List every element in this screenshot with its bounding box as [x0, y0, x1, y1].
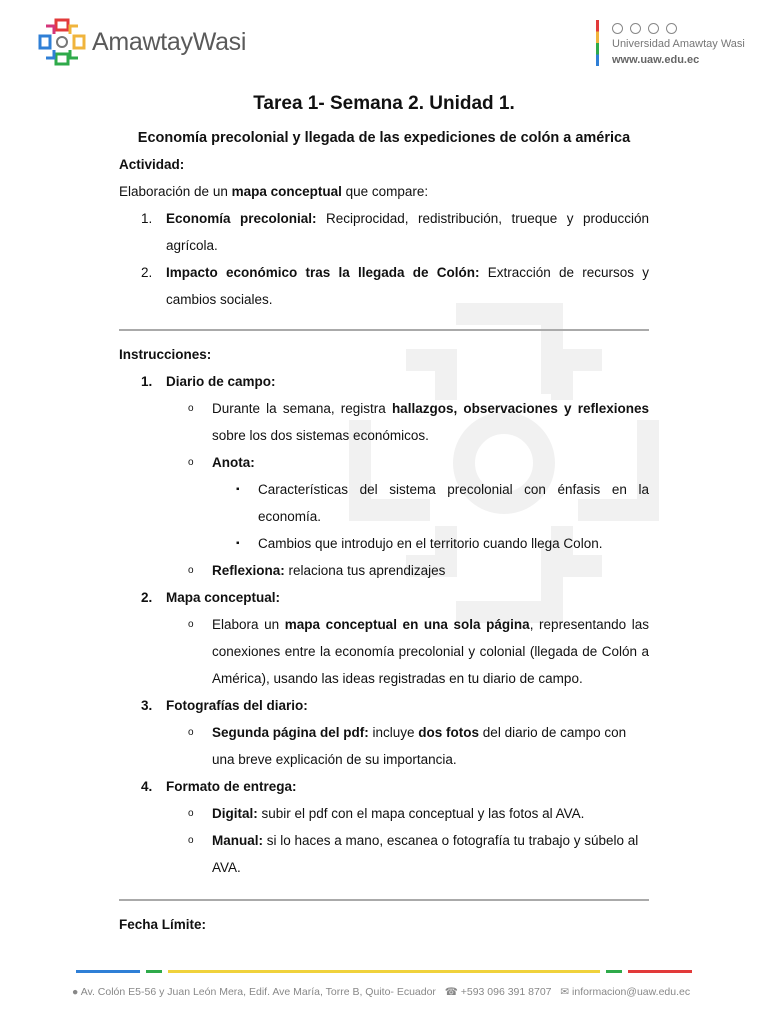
sub-item: [119, 719, 649, 773]
sub-sub-item: [119, 530, 649, 557]
sub-bold: mapa conceptual en una sola página: [284, 616, 530, 632]
fecha-limite-label: Fecha Límite:: [119, 916, 207, 932]
footer-bar: [168, 970, 600, 973]
university-name: Universidad Amawtay Wasi: [612, 38, 745, 50]
item-number: 1.: [141, 211, 153, 226]
sub-text: Durante la semana, registra: [212, 400, 392, 416]
phone-icon: ☎: [444, 986, 458, 998]
intro-bold: mapa conceptual: [231, 184, 342, 199]
footer-bar: [606, 970, 622, 973]
circle-bullet-icon: o: [188, 456, 194, 468]
section-formato-entrega: [119, 773, 649, 800]
divider: [119, 329, 649, 331]
chakana-logo-icon: [38, 18, 86, 66]
sub-sub-text: Características del sistema precolonial con énfasis en la economía.: [258, 481, 649, 524]
sub-sub-item: [119, 476, 649, 530]
sub-item: [119, 395, 649, 449]
sub-item: [119, 449, 649, 476]
actividad-item-2: [119, 259, 649, 313]
instagram-icon[interactable]: [630, 23, 641, 34]
circle-bullet-icon: o: [188, 726, 194, 738]
page-header: [0, 0, 768, 80]
circle-bullet-icon: o: [188, 402, 194, 414]
actividad-item-1: [119, 205, 649, 259]
sub-bold: Reflexiona:: [212, 562, 285, 578]
sub-item: [119, 611, 649, 692]
logo-wordmark: AmawtayWasi: [92, 28, 247, 56]
sub-item: [119, 557, 649, 584]
section-mapa-conceptual: [119, 584, 649, 611]
sub-bold: Manual:: [212, 832, 264, 848]
sub-bold: Anota:: [212, 454, 255, 470]
assignment-document: [119, 85, 649, 938]
item-text: Reciprocidad, redistribución, trueque y producción agrícola.: [166, 211, 649, 253]
section-title: Mapa conceptual:: [166, 589, 281, 605]
footer-bar: [146, 970, 162, 973]
item-number: 2.: [141, 589, 153, 605]
intro-text: Elaboración de un: [119, 184, 232, 199]
sub-text-end: del diario de campo con una breve explicación de su importancia.: [212, 724, 627, 767]
page-title: Tarea 1- Semana 2. Unidad 1.: [253, 93, 515, 114]
footer-address: Av. Colón E5-56 y Juan León Mera, Edif. Ave María, Torre B, Quito- Ecuador: [80, 986, 436, 998]
sub-text: subir el pdf con el mapa conceptual y las fotos al AVA.: [257, 805, 585, 821]
section-diario-de-campo: [119, 368, 649, 395]
sub-text: si lo haces a mano, escanea o fotografía tu trabajo y súbelo al AVA.: [212, 832, 639, 875]
facebook-icon[interactable]: [612, 23, 623, 34]
circle-bullet-icon: o: [188, 564, 194, 576]
university-contact-block: [596, 18, 756, 68]
item-number: 2.: [141, 265, 153, 280]
footer-phone: +593 096 391 8707: [460, 986, 552, 998]
footer-bar: [628, 970, 692, 973]
sub-text: Elabora un: [212, 616, 285, 632]
footer-email[interactable]: informacion@uaw.edu.ec: [572, 986, 691, 998]
instrucciones-label: Instrucciones:: [119, 346, 212, 362]
tiktok-icon[interactable]: [666, 23, 677, 34]
sub-text-end: sobre los dos sistemas económicos.: [212, 427, 429, 443]
sub-bold: hallazgos, observaciones y reflexiones: [391, 400, 649, 416]
location-pin-icon: ●: [72, 986, 79, 998]
sub-text: incluye: [368, 724, 419, 740]
item-number: 3.: [141, 697, 153, 713]
item-number: 1.: [141, 373, 153, 389]
sub-text-end: , representando las conexiones entre la economía precolonial y colonial (llegada de Colón a América), usando las ideas registradas en tu diario de campo.: [212, 616, 649, 686]
sub-bold: Digital:: [212, 805, 258, 821]
square-bullet-icon: ▪: [236, 483, 240, 495]
section-fotografias: [119, 692, 649, 719]
section-title: Formato de entrega:: [166, 778, 297, 794]
circle-bullet-icon: o: [188, 807, 194, 819]
sub-bold: dos fotos: [418, 724, 480, 740]
sub-sub-text: Cambios que introdujo en el territorio cuando llega Colon.: [258, 535, 603, 551]
mail-icon: ✉: [560, 986, 570, 998]
actividad-label: Actividad:: [119, 157, 185, 172]
sub-item: [119, 827, 649, 881]
circle-bullet-icon: o: [188, 618, 194, 630]
sub-item: [119, 800, 649, 827]
sub-bold: Segunda página del pdf:: [212, 724, 369, 740]
item-number: 4.: [141, 778, 153, 794]
page-subtitle: Economía precolonial y llegada de las expediciones de colón a américa: [137, 130, 631, 146]
intro-text-end: que compare:: [341, 184, 429, 199]
section-title: Diario de campo:: [166, 373, 276, 389]
actividad-intro: [119, 178, 649, 205]
circle-bullet-icon: o: [188, 834, 194, 846]
page-footer: [0, 960, 768, 1024]
footer-bar: [76, 970, 140, 973]
section-title: Fotografías del diario:: [166, 697, 308, 713]
footer-contact: [72, 986, 690, 998]
university-url[interactable]: www.uaw.edu.ec: [612, 54, 700, 66]
item-text: Extracción de recursos y cambios sociales.: [166, 265, 649, 307]
square-bullet-icon: ▪: [236, 537, 240, 549]
youtube-icon[interactable]: [648, 23, 659, 34]
social-icons: [612, 23, 677, 34]
amawtaywasi-logo: [38, 18, 247, 68]
item-bold: Economía precolonial:: [166, 211, 317, 226]
sub-text: relaciona tus aprendizajes: [284, 562, 446, 578]
item-bold: Impacto económico tras la llegada de Colón:: [166, 265, 480, 280]
color-bar: [596, 20, 599, 66]
divider: [119, 899, 649, 901]
